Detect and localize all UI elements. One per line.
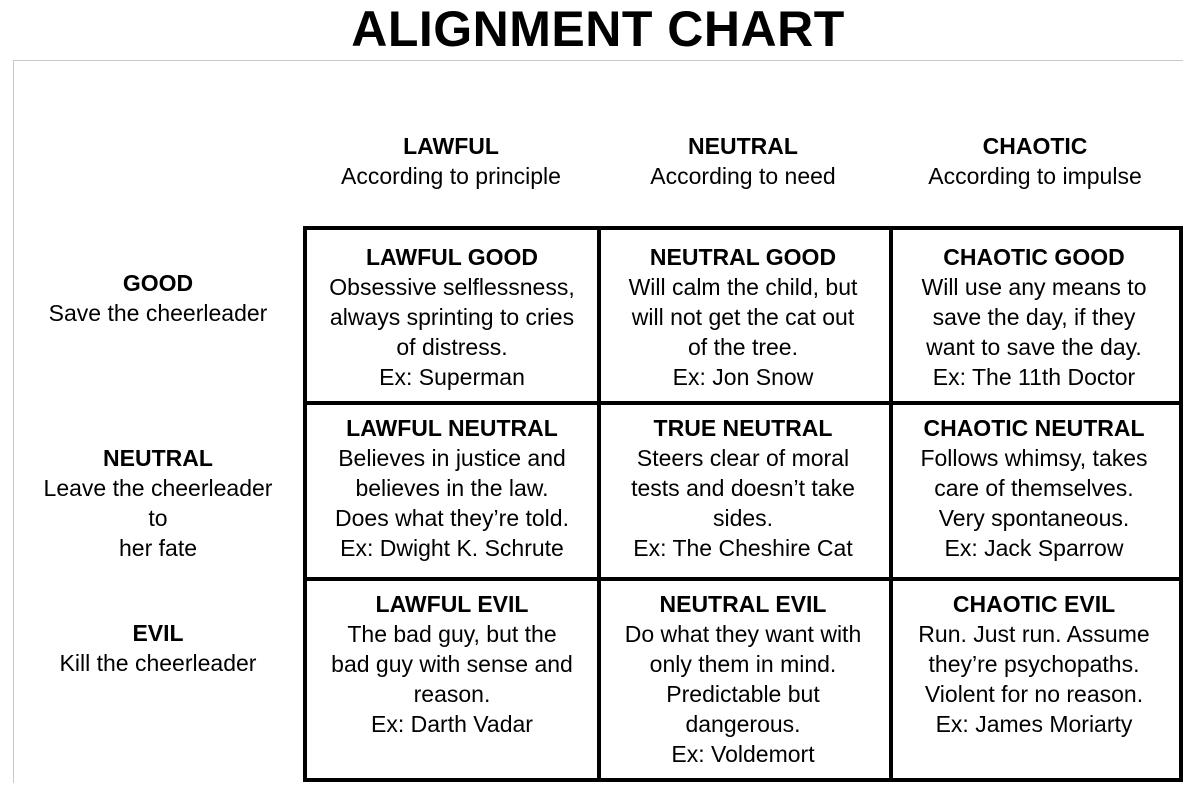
cell-description-line: Ex: Voldemort xyxy=(671,741,815,767)
row-name: GOOD xyxy=(122,270,194,296)
cell-description-line: Do what they want with xyxy=(624,621,862,647)
row-header-neutral xyxy=(13,443,303,563)
cell-title: LAWFUL EVIL xyxy=(375,591,529,617)
cell-description-line: always sprinting to cries xyxy=(329,304,575,330)
row-description-line: to xyxy=(148,505,168,531)
cell-title: TRUE NEUTRAL xyxy=(653,415,833,441)
column-header-neutral xyxy=(597,131,889,191)
cell-title: NEUTRAL EVIL xyxy=(659,591,827,617)
cell-lawful-evil xyxy=(307,577,597,782)
cell-lawful-neutral xyxy=(307,401,597,577)
row-name: EVIL xyxy=(132,620,184,646)
cell-description-line: will not get the cat out xyxy=(631,304,855,330)
cell-description-line: Ex: Dwight K. Schrute xyxy=(340,535,564,561)
row-header-evil xyxy=(13,618,303,678)
cell-title: LAWFUL GOOD xyxy=(365,244,539,270)
cell-neutral-evil xyxy=(597,577,889,782)
cell-description-line: Ex: Darth Vadar xyxy=(371,711,533,737)
cell-description-line: Ex: Superman xyxy=(379,364,525,390)
cell-description-line: reason. xyxy=(413,681,491,707)
cell-description-line: Believes in justice and xyxy=(338,445,566,471)
cell-description-line: dangerous. xyxy=(685,711,801,737)
cell-description-line: Steers clear of moral xyxy=(636,445,850,471)
cell-title: LAWFUL NEUTRAL xyxy=(346,415,558,441)
cell-description-line: of the tree. xyxy=(688,334,798,360)
cell-description-line: care of themselves. xyxy=(934,475,1134,501)
chart-title: ALIGNMENT CHART xyxy=(351,1,845,57)
cell-title: CHAOTIC NEUTRAL xyxy=(923,415,1145,441)
column-name: NEUTRAL xyxy=(688,133,798,159)
cell-description-line: Ex: James Moriarty xyxy=(935,711,1133,737)
cell-description-line: Obsessive selflessness, xyxy=(329,274,575,300)
cell-description-line: believes in the law. xyxy=(355,475,549,501)
row-description-line: Save the cheerleader xyxy=(48,300,268,326)
cell-description-line: bad guy with sense and xyxy=(331,651,573,677)
cell-description-line: want to save the day. xyxy=(926,334,1142,360)
row-description-line: her fate xyxy=(119,535,197,561)
cell-description-line: Ex: The 11th Doctor xyxy=(932,364,1136,390)
cell-description-line: sides. xyxy=(712,505,774,531)
cell-chaotic-evil xyxy=(889,577,1179,782)
cell-neutral-good xyxy=(597,230,889,401)
cell-title: NEUTRAL GOOD xyxy=(649,244,837,270)
cell-title: CHAOTIC GOOD xyxy=(943,244,1125,270)
column-header-lawful xyxy=(305,131,597,191)
row-description-line: Kill the cheerleader xyxy=(59,650,257,676)
column-description: According to need xyxy=(650,163,836,189)
column-name: CHAOTIC xyxy=(982,133,1088,159)
column-header-chaotic xyxy=(889,131,1181,191)
cell-chaotic-neutral xyxy=(889,401,1179,577)
column-description: According to impulse xyxy=(928,163,1142,189)
row-description-line: Leave the cheerleader xyxy=(43,475,273,501)
row-header-good xyxy=(13,268,303,328)
alignment-grid xyxy=(303,226,1183,782)
cell-true-neutral xyxy=(597,401,889,577)
cell-description-line: they’re psychopaths. xyxy=(928,651,1140,677)
cell-description-line: Ex: The Cheshire Cat xyxy=(633,535,853,561)
cell-description-line: Very spontaneous. xyxy=(938,505,1130,531)
cell-description-line: Violent for no reason. xyxy=(924,681,1144,707)
cell-description-line: Ex: Jon Snow xyxy=(672,364,814,390)
cell-description-line: of distress. xyxy=(396,334,508,360)
cell-description-line: Ex: Jack Sparrow xyxy=(944,535,1124,561)
cell-title: CHAOTIC EVIL xyxy=(952,591,1116,617)
cell-description-line: The bad guy, but the xyxy=(347,621,557,647)
column-name: LAWFUL xyxy=(403,133,499,159)
cell-description-line: Follows whimsy, takes xyxy=(920,445,1148,471)
cell-description-line: Does what they’re told. xyxy=(335,505,569,531)
cell-chaotic-good xyxy=(889,230,1179,401)
cell-description-line: tests and doesn’t take xyxy=(631,475,855,501)
cell-lawful-good xyxy=(307,230,597,401)
cell-description-line: save the day, if they xyxy=(932,304,1136,330)
cell-description-line: Run. Just run. Assume xyxy=(918,621,1150,647)
cell-description-line: Will use any means to xyxy=(921,274,1147,300)
row-name: NEUTRAL xyxy=(103,445,213,471)
column-description: According to principle xyxy=(341,163,561,189)
cell-description-line: Will calm the child, but xyxy=(628,274,858,300)
cell-description-line: Predictable but xyxy=(666,681,820,707)
cell-description-line: only them in mind. xyxy=(649,651,837,677)
